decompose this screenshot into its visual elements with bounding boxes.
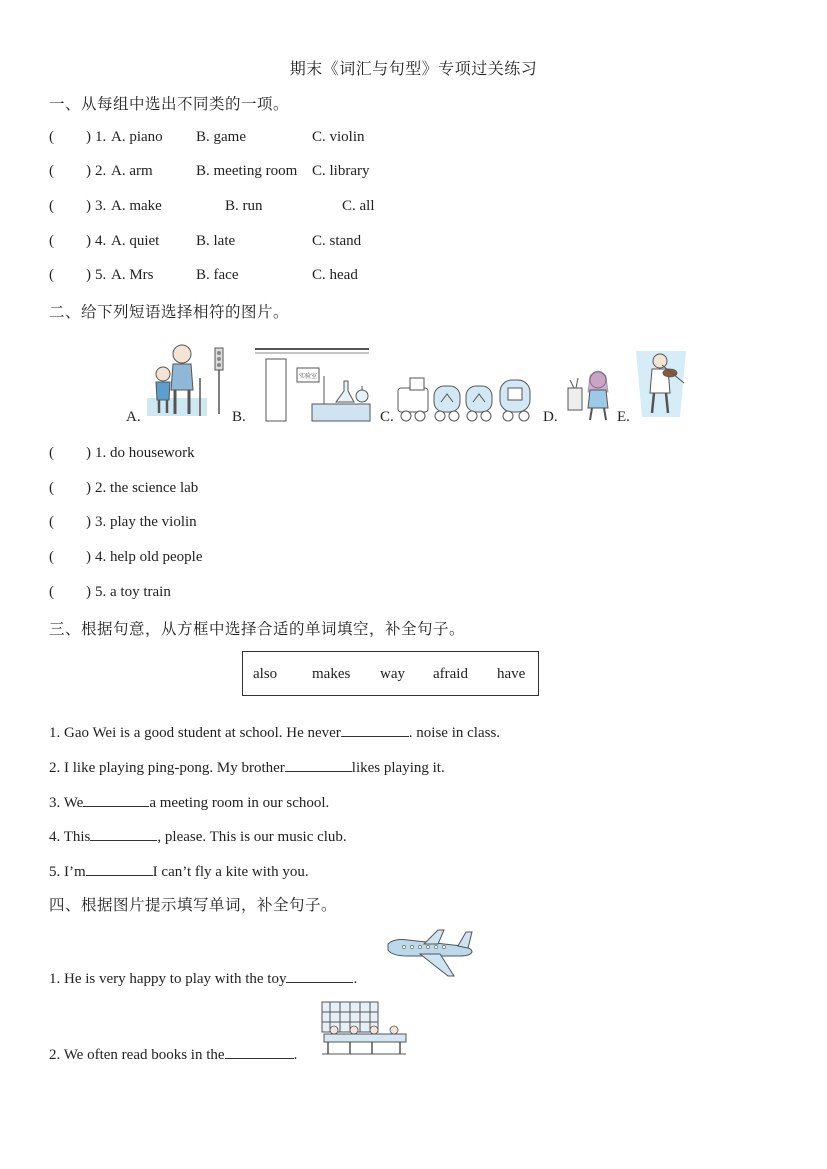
word-bank-word: have — [497, 666, 526, 682]
item-number: 5. — [95, 267, 107, 283]
answer-paren-open[interactable]: ( — [49, 480, 54, 496]
option-c: C. head — [312, 267, 358, 283]
option-c: C. library — [312, 163, 370, 179]
option-b: B. face — [196, 267, 239, 283]
sentence-text-before: 2. We often read books in the — [49, 1047, 225, 1063]
answer-blank[interactable] — [90, 826, 157, 841]
answer-paren-close: ) — [86, 514, 91, 530]
section2-heading: 二、给下列短语选择相符的图片。 — [49, 304, 290, 321]
section4-heading: 四、根据图片提示填写单词，补全句子。 — [49, 897, 338, 914]
section3-heading: 三、根据句意，从方框中选择合适的单词填空，补全句子。 — [49, 621, 466, 638]
answer-paren-open[interactable]: ( — [49, 198, 54, 214]
sentence-text-before: 5. I’m — [49, 864, 86, 880]
answer-paren-open[interactable]: ( — [49, 584, 54, 600]
sentence-text-before: 4. This — [49, 829, 91, 845]
item-number: 1. — [95, 129, 107, 145]
picture-help-old-people — [145, 340, 230, 420]
phrase-text: 2. the science lab — [95, 480, 199, 496]
phrase-text: 5. a toy train — [95, 584, 171, 600]
answer-paren-open[interactable]: ( — [49, 445, 54, 461]
sentence-text-after: , please. This is our music club. — [157, 829, 347, 845]
option-b: B. run — [225, 198, 263, 214]
answer-paren-open[interactable]: ( — [49, 514, 54, 530]
fill-sentence — [49, 861, 309, 881]
answer-paren-close: ) — [86, 198, 91, 214]
item-number: 2. — [95, 163, 107, 179]
option-c: C. all — [342, 198, 375, 214]
fill-sentence — [49, 722, 500, 742]
word-bank-word: way — [380, 666, 405, 682]
answer-paren-close: ) — [86, 233, 91, 249]
fill-sentence — [49, 757, 445, 777]
picture-play-the-violin — [634, 349, 688, 419]
answer-paren-close: ) — [86, 163, 91, 179]
answer-blank[interactable] — [225, 1044, 294, 1059]
picture-label-a: A. — [126, 409, 141, 425]
answer-paren-open[interactable]: ( — [49, 129, 54, 145]
answer-paren-open[interactable]: ( — [49, 267, 54, 283]
word-bank-word: makes — [312, 666, 351, 682]
answer-blank[interactable] — [286, 968, 353, 983]
sentence-text-before: 2. I like playing ping-pong. My brother — [49, 760, 285, 776]
option-a: A. quiet — [111, 233, 160, 249]
answer-blank[interactable] — [285, 757, 352, 772]
answer-paren-close: ) — [86, 480, 91, 496]
picture-airplane — [384, 926, 476, 978]
answer-paren-open[interactable]: ( — [49, 233, 54, 249]
page-title: 期末《词汇与句型》专项过关练习 — [289, 61, 538, 78]
answer-blank[interactable] — [341, 722, 409, 737]
sentence-text-before: 3. We — [49, 795, 84, 811]
option-c: C. stand — [312, 233, 362, 249]
sentence-text-after: . — [293, 1047, 298, 1063]
picture-label-e: E. — [617, 409, 630, 425]
picture-science-lab — [252, 346, 372, 422]
answer-blank[interactable] — [86, 861, 153, 876]
fill-sentence — [49, 792, 329, 812]
option-b: B. meeting room — [196, 163, 298, 179]
option-c: C. violin — [312, 129, 365, 145]
phrase-text: 4. help old people — [95, 549, 203, 565]
picture-label-b: B. — [232, 409, 246, 425]
picture-library — [320, 1000, 408, 1056]
phrase-text: 1. do housework — [95, 445, 195, 461]
option-a: A. piano — [111, 129, 163, 145]
sentence-text-after: I can’t fly a kite with you. — [152, 864, 309, 880]
picture-label-c: C. — [380, 409, 394, 425]
option-a: A. arm — [111, 163, 153, 179]
sentence-text-before: 1. He is very happy to play with the toy — [49, 971, 287, 987]
item-number: 3. — [95, 198, 107, 214]
answer-paren-close: ) — [86, 584, 91, 600]
section1-heading: 一、从每组中选出不同类的一项。 — [49, 96, 290, 113]
word-bank-word: also — [253, 666, 278, 682]
option-b: B. late — [196, 233, 236, 249]
picture-toy-train — [396, 372, 540, 424]
option-a: A. Mrs — [111, 267, 154, 283]
fill-sentence — [49, 826, 347, 846]
fill-sentence — [49, 1044, 297, 1064]
answer-paren-close: ) — [86, 549, 91, 565]
answer-blank[interactable] — [83, 792, 149, 807]
answer-paren-open[interactable]: ( — [49, 549, 54, 565]
picture-do-housework — [566, 366, 616, 422]
answer-paren-close: ) — [86, 129, 91, 145]
item-number: 4. — [95, 233, 107, 249]
sentence-text-after: . noise in class. — [408, 725, 501, 741]
word-bank-box — [242, 651, 539, 696]
answer-paren-close: ) — [86, 445, 91, 461]
sentence-text-after: . — [353, 971, 358, 987]
lab-sign-text: 实验室 — [299, 373, 318, 380]
sentence-text-after: a meeting room in our school. — [149, 795, 330, 811]
sentence-text-after: likes playing it. — [351, 760, 445, 776]
fill-sentence — [49, 968, 357, 988]
sentence-text-before: 1. Gao Wei is a good student at school. He never — [49, 725, 341, 741]
phrase-text: 3. play the violin — [95, 514, 197, 530]
option-a: A. make — [111, 198, 162, 214]
answer-paren-open[interactable]: ( — [49, 163, 54, 179]
picture-label-d: D. — [543, 409, 558, 425]
word-bank-word: afraid — [433, 666, 468, 682]
option-b: B. game — [196, 129, 246, 145]
answer-paren-close: ) — [86, 267, 91, 283]
